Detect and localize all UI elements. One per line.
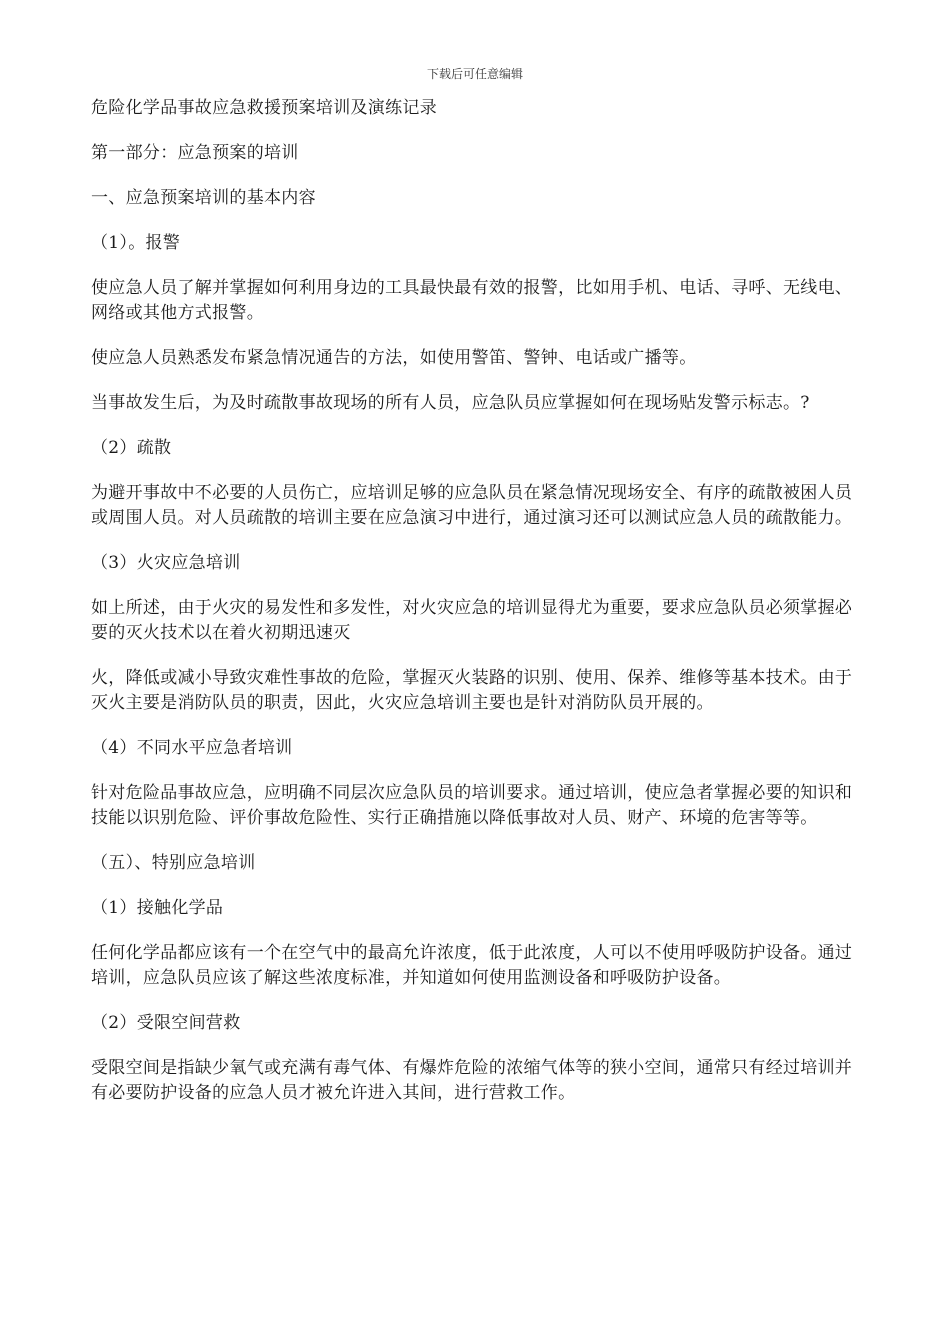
section-heading-basic-content: 一、应急预案培训的基本内容 <box>91 188 316 208</box>
subheading-levels-training: （4）不同水平应急者培训 <box>91 738 293 758</box>
document-title: 危险化学品事故应急救援预案培训及演练记录 <box>91 98 437 118</box>
section-heading-special-training: （五）、特别应急培训 <box>91 853 256 873</box>
subheading-fire-training: （3）火灾应急培训 <box>91 553 241 573</box>
subheading-alarm: （1）。报警 <box>91 233 181 253</box>
paragraph-alarm-2: 使应急人员熟悉发布紧急情况通告的方法，如使用警笛、警钟、电话或广播等。 <box>91 348 697 368</box>
paragraph-fire-1: 如上所述，由于火灾的易发性和多发性，对火灾应急的培训显得尤为重要，要求应急队员必须掌握必要的灭火技术以在着火初期迅速灭 <box>91 598 853 643</box>
paragraph-levels: 针对危险品事故应急，应明确不同层次应急队员的培训要求。通过培训，使应急者掌握必要的知识和技能以识别危险、评价事故危险性、实行正确措施以降低事故对人员、财产、环境的危害等等。 <box>91 783 853 828</box>
subheading-confined-space: （2）受限空间营救 <box>91 1013 241 1033</box>
document-body <box>91 96 866 1126</box>
paragraph-alarm-3: 当事故发生后，为及时疏散事故现场的所有人员，应急队员应掌握如何在现场贴发警示标志。? <box>91 393 810 413</box>
paragraph-alarm-1: 使应急人员了解并掌握如何利用身边的工具最快最有效的报警，比如用手机、电话、寻呼、无线电、网络或其他方式报警。 <box>91 278 853 323</box>
subheading-chemical-contact: （1）接触化学品 <box>91 898 224 918</box>
page-header-note: 下载后可任意编辑 <box>426 67 523 81</box>
paragraph-confined-space: 受限空间是指缺少氧气或充满有毒气体、有爆炸危险的浓缩气体等的狭小空间，通常只有经过培训并有必要防护设备的应急人员才被允许进入其间，进行营救工作。 <box>91 1058 853 1103</box>
part-heading: 第一部分：应急预案的培训 <box>91 143 299 163</box>
paragraph-evacuation: 为避开事故中不必要的人员伤亡，应培训足够的应急队员在紧急情况现场安全、有序的疏散被困人员或周围人员。对人员疏散的培训主要在应急演习中进行，通过演习还可以测试应急人员的疏散能力。 <box>91 483 853 528</box>
paragraph-chemical-contact: 任何化学品都应该有一个在空气中的最高允许浓度，低于此浓度，人可以不使用呼吸防护设备。通过培训，应急队员应该了解这些浓度标准，并知道如何使用监测设备和呼吸防护设备。 <box>91 943 853 988</box>
subheading-evacuation: （2）疏散 <box>91 438 172 458</box>
paragraph-fire-2: 火，降低或减小导致灾难性事故的危险，掌握灭火装路的识别、使用、保养、维修等基本技术。由于灭火主要是消防队员的职责，因此，火灾应急培训主要也是针对消防队员开展的。 <box>91 668 853 713</box>
